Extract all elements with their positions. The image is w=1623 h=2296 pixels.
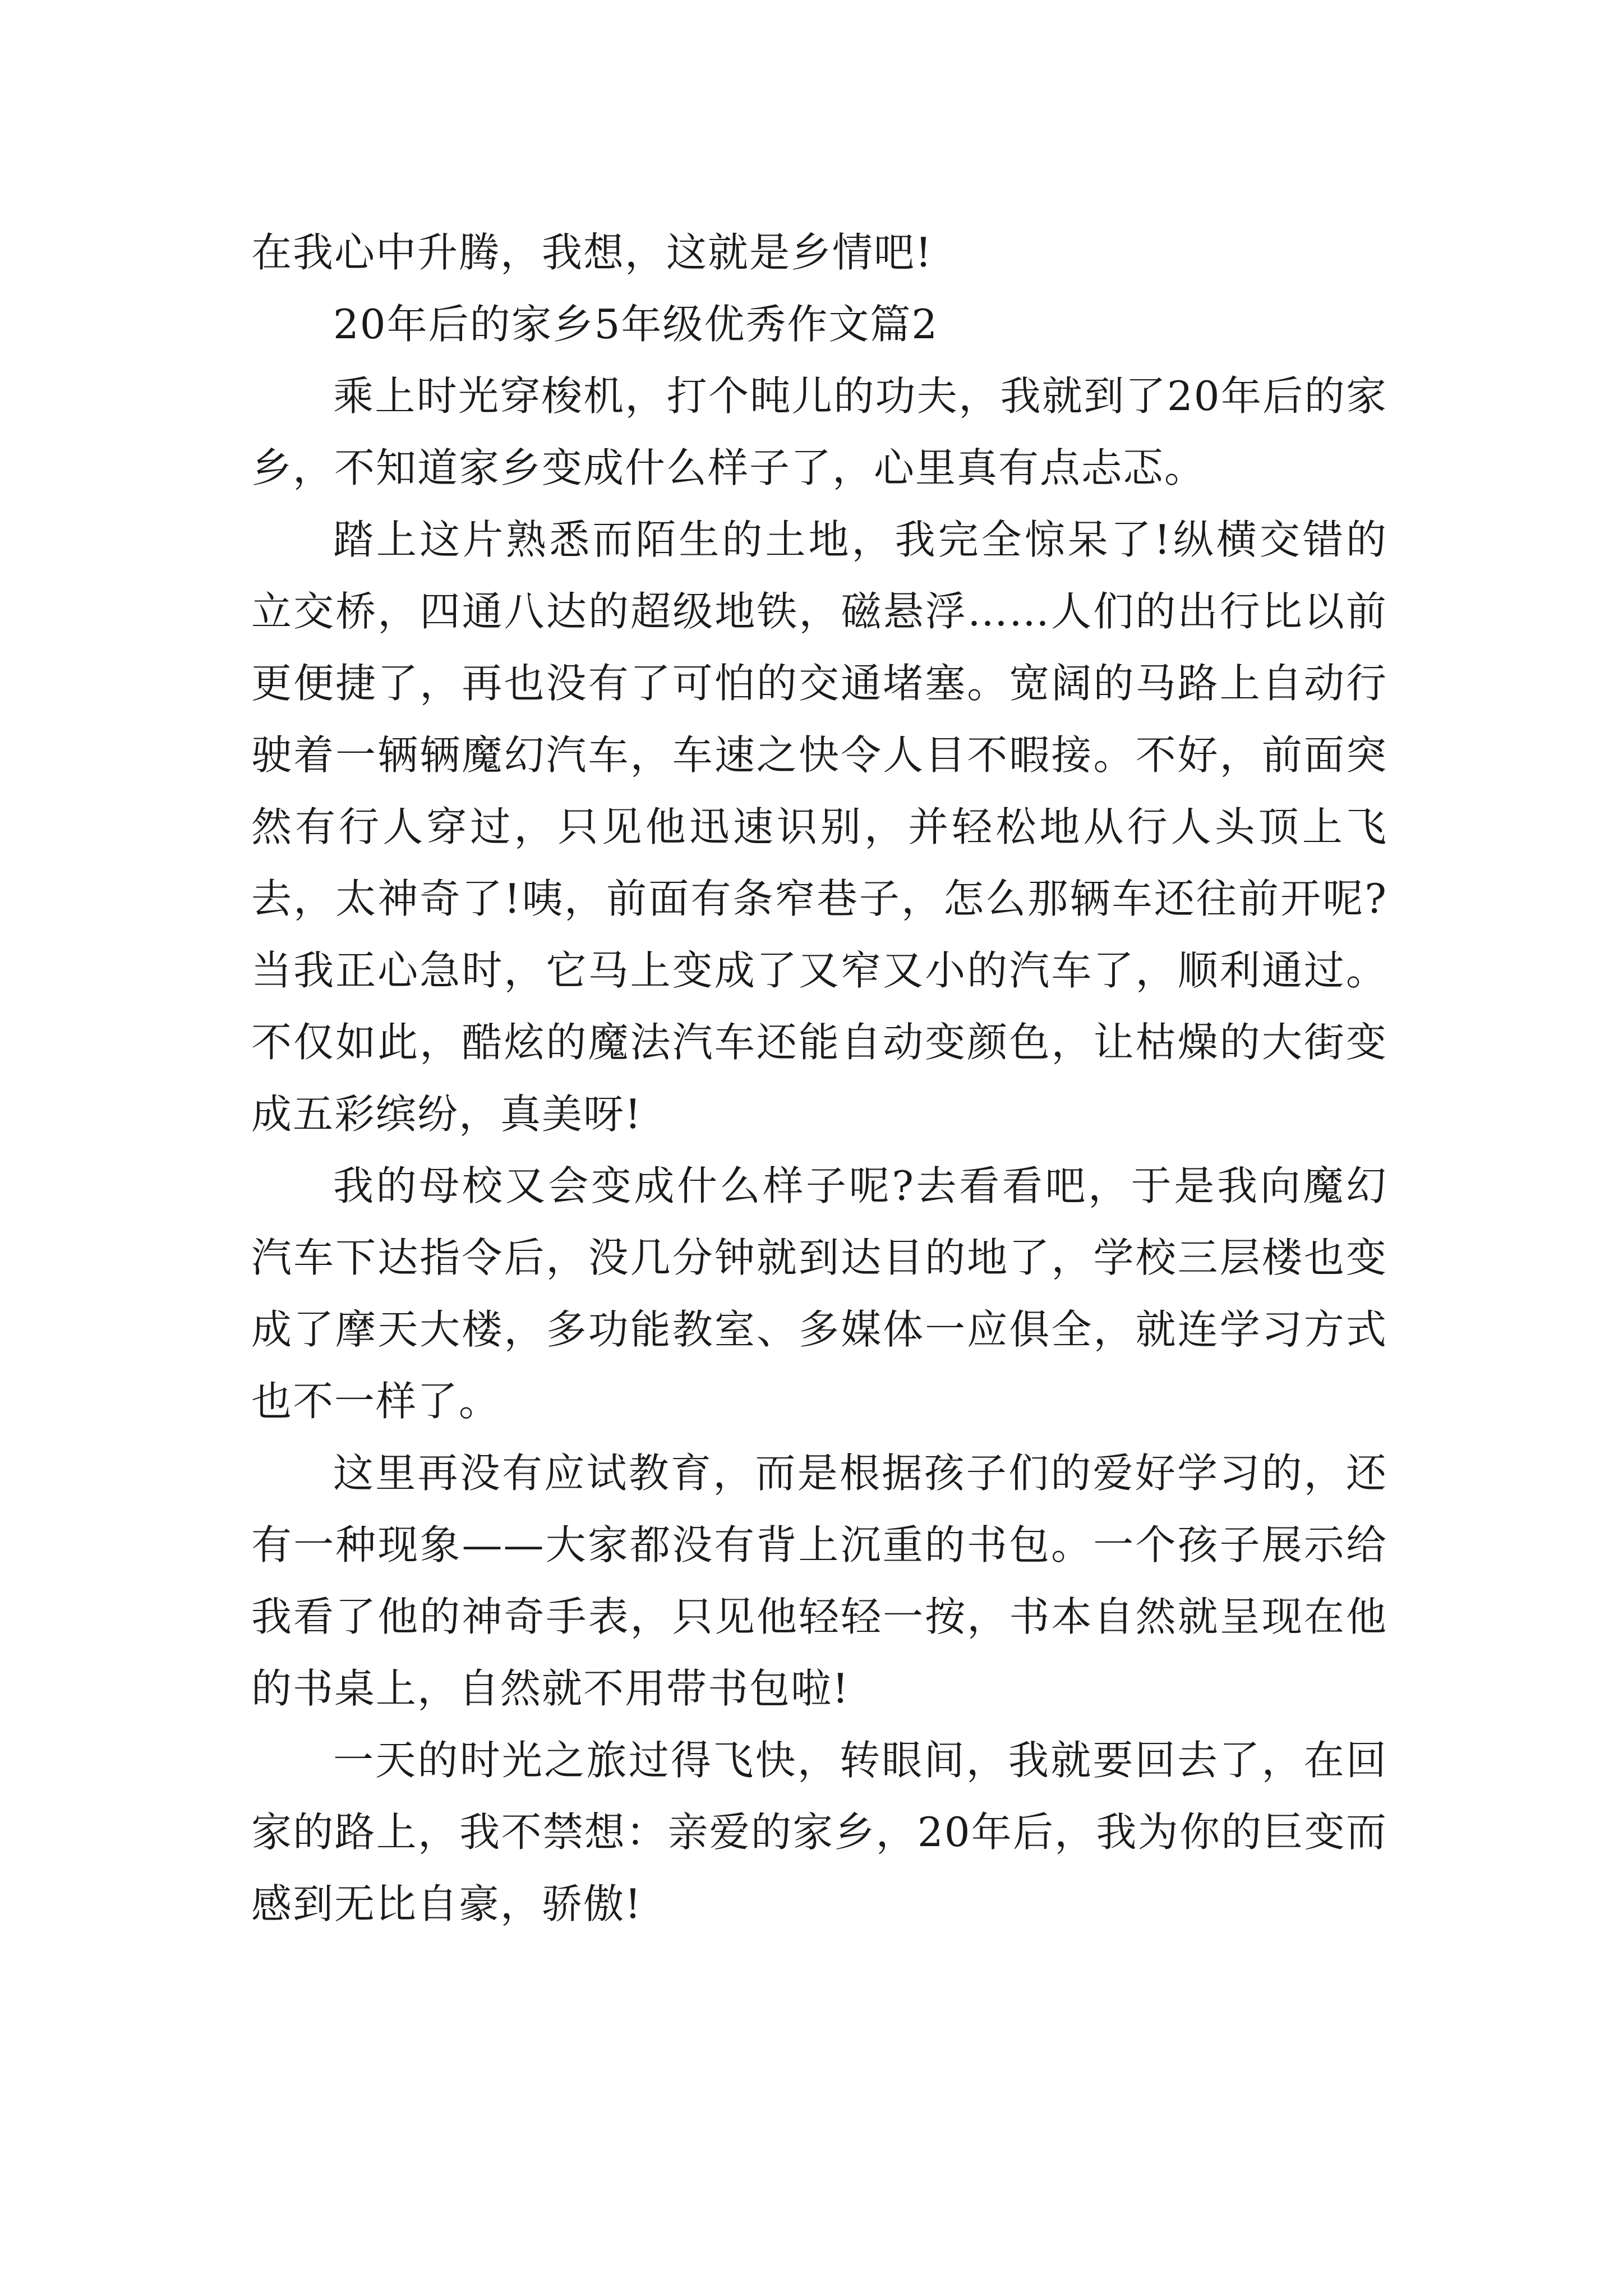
paragraph-4: 这里再没有应试教育，而是根据孩子们的爱好学习的，还有一种现象——大家都没有背上沉重的书包。一个孩子展示给我看了他的神奇手表，只见他轻轻一按，书本自然就呈现在他的书桌上，自然就不用带书包啦! — [251, 1450, 1387, 1712]
paragraph-3: 我的母校又会变成什么样子呢?去看看吧，于是我向魔幻汽车下达指令后，没几分钟就到达目的地了，学校三层楼也变成了摩天大楼，多功能教室、多媒体一应俱全，就连学习方式也不一样了。 — [251, 1162, 1387, 1425]
continuation-paragraph: 在我心中升腾，我想，这就是乡情吧! — [251, 229, 933, 276]
essay-heading: 20年后的家乡5年级优秀作文篇2 — [333, 301, 939, 348]
paragraph-5: 一天的时光之旅过得飞快，转眼间，我就要回去了，在回家的路上，我不禁想：亲爱的家乡，20年后，我为你的巨变而感到无比自豪，骄傲! — [251, 1737, 1387, 1927]
document-body — [251, 217, 1387, 1940]
paragraph-1: 乘上时光穿梭机，打个盹儿的功夫，我就到了20年后的家乡，不知道家乡变成什么样子了，心里真有点忐忑。 — [251, 372, 1387, 491]
paragraph-2: 踏上这片熟悉而陌生的土地，我完全惊呆了!纵横交错的立交桥，四通八达的超级地铁，磁悬浮……人们的出行比以前更便捷了，再也没有了可怕的交通堵塞。宽阔的马路上自动行驶着一辆辆魔幻汽车，车速之快令人目不暇接。不好，前面突然有行人穿过，只见他迅速识别，并轻松地从行人头顶上飞去，太神奇了!咦，前面有条窄巷子，怎么那辆车还往前开呢?当我正心急时，它马上变成了又窄又小的汽车了，顺利通过。不仅如此，酷炫的魔法汽车还能自动变颜色，让枯燥的大街变成五彩缤纷，真美呀! — [251, 516, 1387, 1138]
